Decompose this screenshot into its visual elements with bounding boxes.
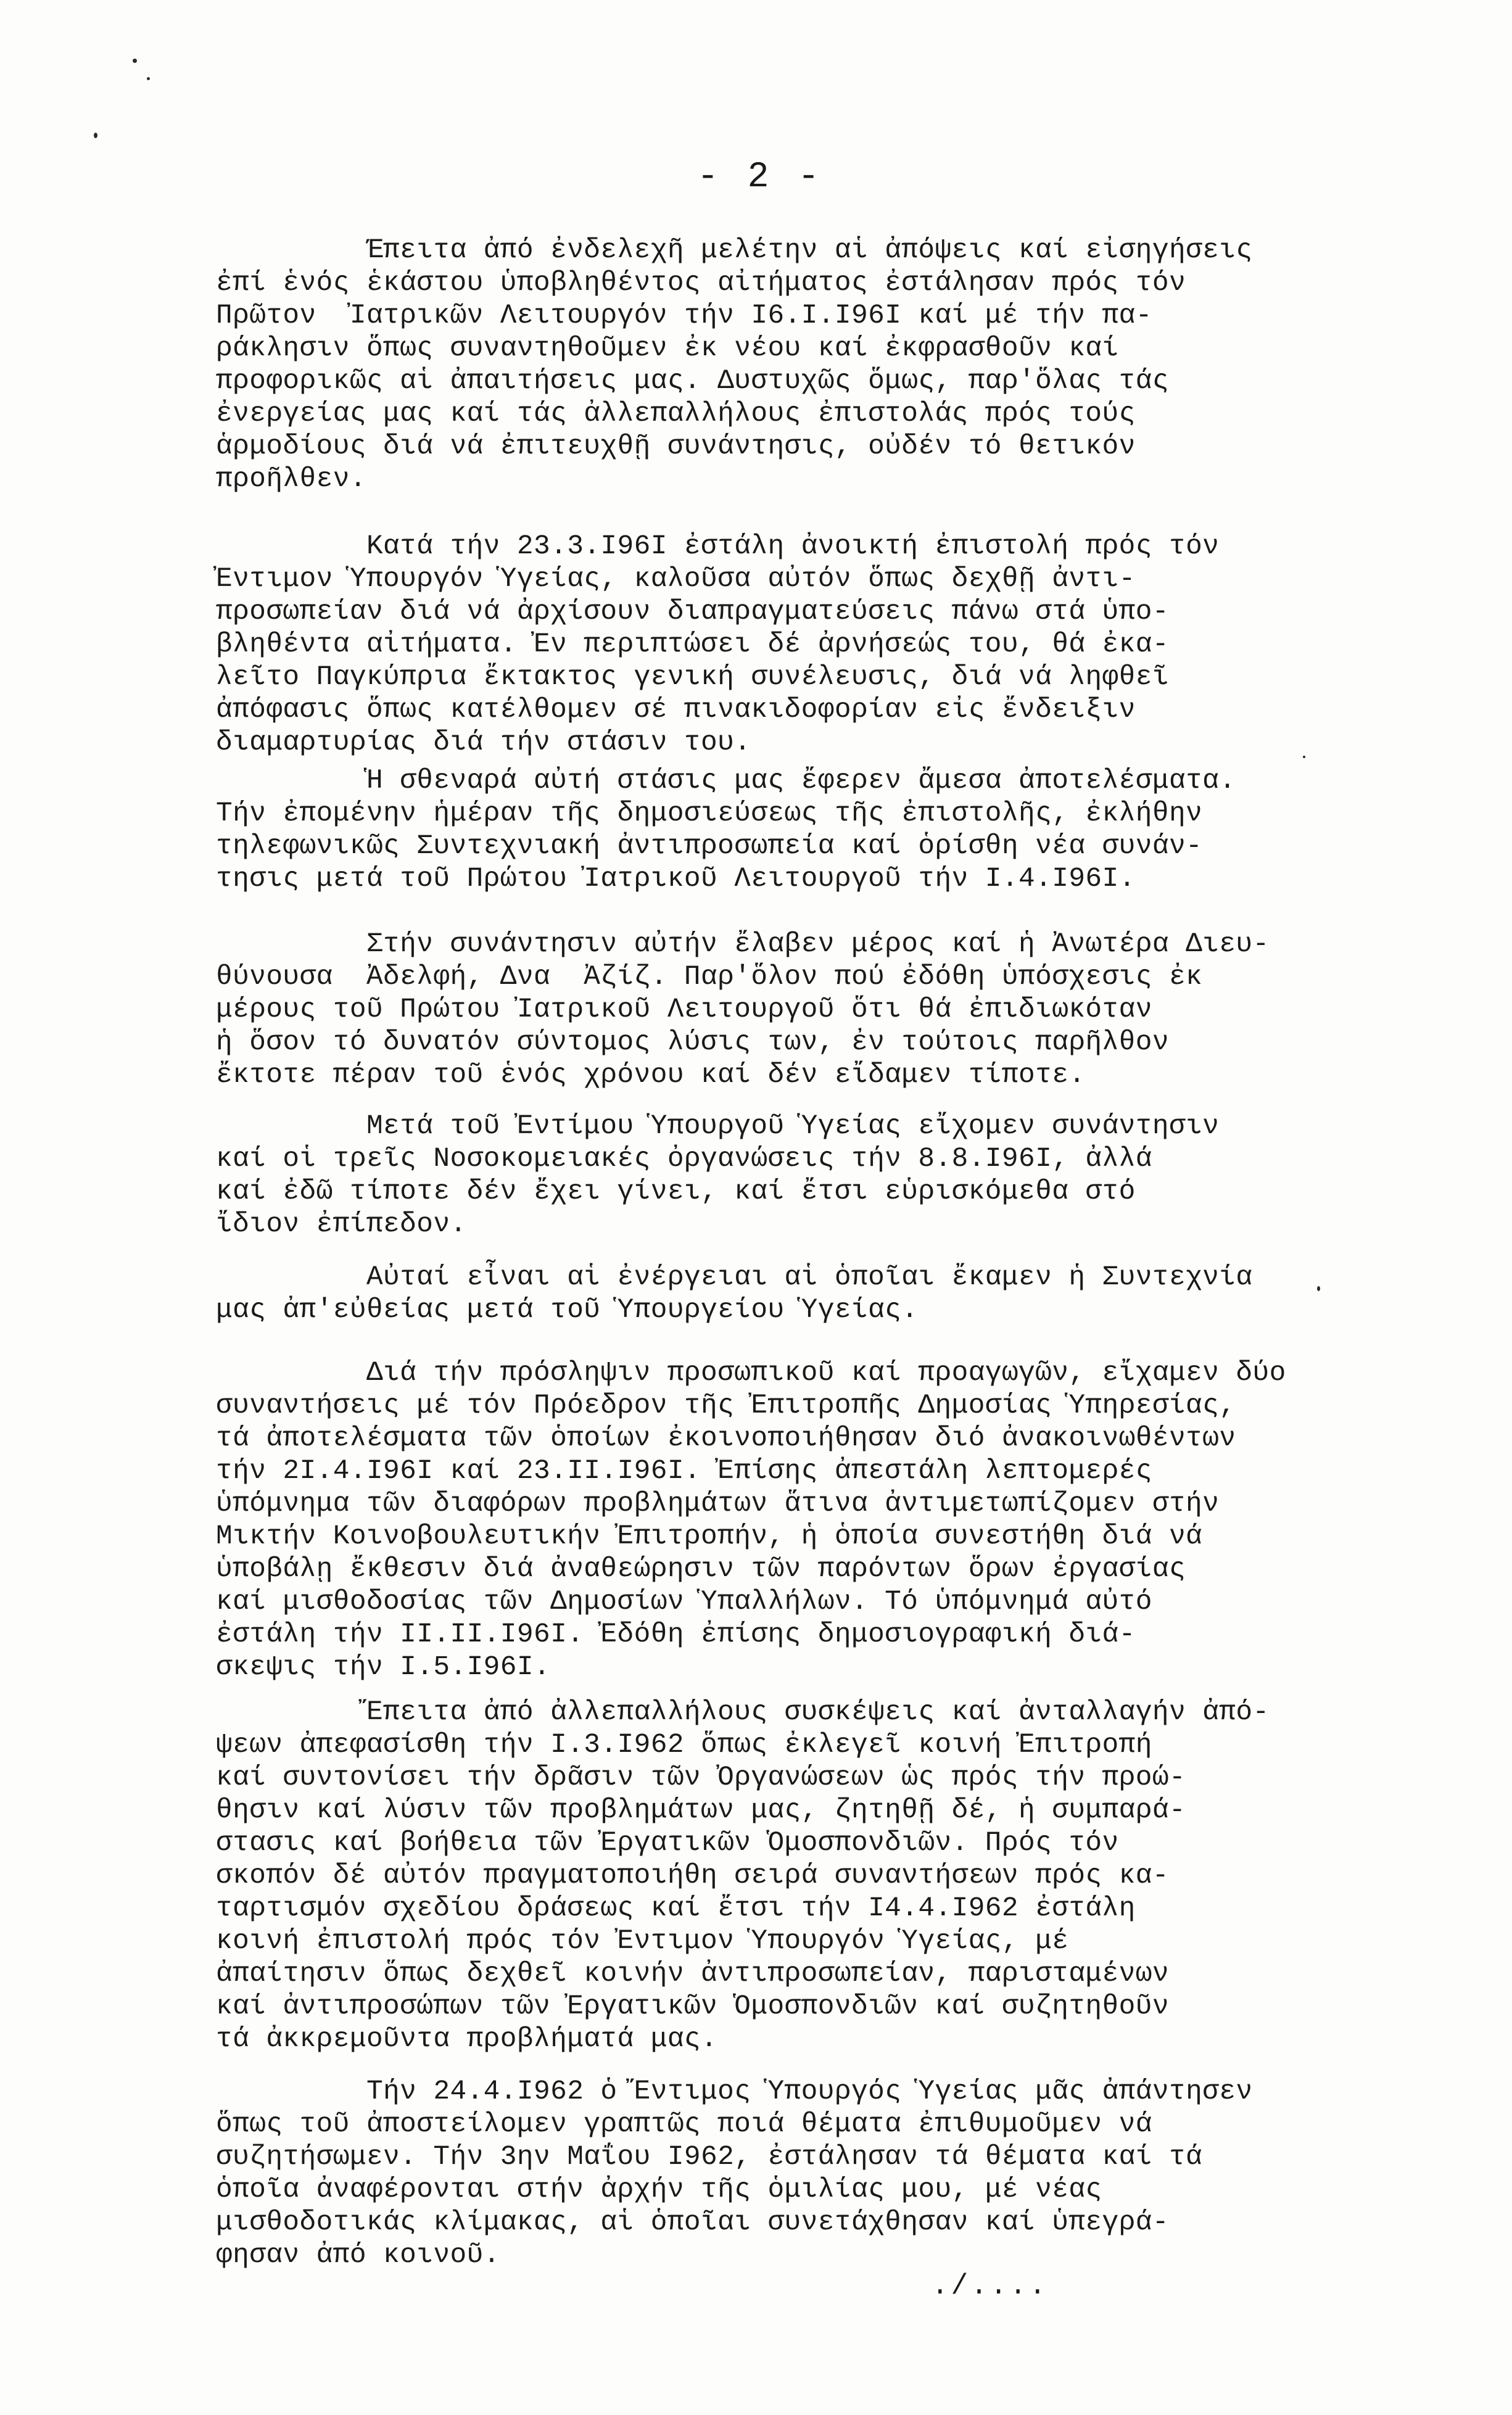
paragraph-5: Μετά τοῦ Ἐντίμου Ὑπουργοῦ Ὑγείας εἴχομεν συνάντησιν καί οἱ τρεῖς Νοσοκομειακές ὀργανώσεις τήν 8.8.I96I, ἀλλά καί ἐδῶ τίποτε δέν ἔχει γίνει, καί ἔτσι εὑρισκόμεθα στό ἴδιον ἐπίπεδον.	[216, 1111, 1220, 1240]
paragraph-1: Έπειτα ἀπό ἐνδελεχῆ μελέτην αἱ ἀπόψεις καί εἰσηγήσεις ἐπί ἑνός ἑκάστου ὑποβληθέντος αἰτήματος ἐστάλησαν πρός τόν Πρῶτον Ἰατρικῶν Λειτουργόν τήν I6.I.I96I καί μέ τήν πα- ράκλησιν ὅπως συναντηθοῦμεν ἐκ νέου καί ἐκφρασθοῦν καί προφορικῶς αἱ ἀπαιτήσεις μας. Δυστυχῶς ὅμως, παρ'ὅλας τάς ἐνεργείας μας καί τάς ἀλλεπαλλήλους ἐπιστολάς πρός τούς ἁρμοδίους διά νά ἐπιτευχθῇ συνάντησις, οὐδέν τό θετικόν προῆλθεν.	[216, 235, 1253, 495]
paragraph-8: Ἔπειτα ἀπό ἀλλεπαλλήλους συσκέψεις καί ἀνταλλαγήν ἀπό- ψεων ἀπεφασίσθη τήν I.3.I962 ὅπως ἐκλεγεῖ κοινή Ἐπιτροπή καί συντονίσει τήν δρᾶσιν τῶν Ὀργανώσεων ὡς πρός τήν προώ- θησιν καί λύσιν τῶν προβλημάτων μας, ζητηθῇ δέ, ἡ συμπαρά- στασις καί βοήθεια τῶν Ἐργατικῶν Ὁμοσπονδιῶν. Πρός τόν σκοπόν δέ αὐτόν πραγματοποιήθη σειρά συναντήσεων πρός κα- ταρτισμόν σχεδίου δράσεως καί ἔτσι τήν I4.4.I962 ἐστάλη κοινή ἐπιστολή πρός τόν Ἐντιμον Ὑπουργόν Ὑγείας, μέ ἀπαίτησιν ὅπως δεχθεῖ κοινήν ἀντιπροσωπείαν, παρισταμένων καί ἀντιπροσώπων τῶν Ἐργατικῶν Ὁμοσπονδιῶν καί συζητηθοῦν τά ἀκκρεμοῦντα προβλήματά μας.	[216, 1697, 1270, 2055]
paragraph-7: Διά τήν πρόσληψιν προσωπικοῦ καί προαγωγῶν, εἴχαμεν δύο συναντήσεις μέ τόν Πρόεδρον τῆς Ἐπιτροπῆς Δημοσίας Ὑπηρεσίας, τά ἀποτελέσματα τῶν ὁποίων ἐκοινοποιήθησαν διό ἀνακοινωθέντων τήν 2I.4.I96I καί 23.II.I96I. Ἐπίσης ἀπεστάλη λεπτομερές ὑπόμνημα τῶν διαφόρων προβλημάτων ἅτινα ἀντιμετωπίζομεν στήν Μικτήν Κοινοβουλευτικήν Ἐπιτροπήν, ἡ ὁποία συνεστήθη διά νά ὑποβάλῃ ἔκθεσιν διά ἀναθεώρησιν τῶν παρόντων ὅρων ἐργασίας καί μισθοδοσίας τῶν Δημοσίων Ὑπαλλήλων. Τό ὑπόμνημά αὐτό ἐστάλη τήν II.II.I96I. Ἐδόθη ἐπίσης δημοσιογραφική διά- σκεψις τήν I.5.I96I.	[216, 1358, 1286, 1683]
paragraph-6: Αὐταί εἶναι αἱ ἐνέργειαι αἱ ὁποῖαι ἔκαμεν ἡ Συντεχνία μας ἀπ'εὐθείας μετά τοῦ Ὑπουργείου Ὑγείας.	[216, 1262, 1253, 1326]
ink-speck	[94, 133, 97, 138]
paragraph-3: Ἡ σθεναρά αὐτή στάσις μας ἔφερεν ἄμεσα ἀποτελέσματα. Τήν ἐπομένην ἡμέραν τῆς δημοσιεύσεως τῆς ἐπιστολῆς, ἐκλήθην τηλεφωνικῶς Συντεχνιακή ἀντιπροσωπεία καί ὁρίσθη νέα συνάν- τησις μετά τοῦ Πρώτου Ἰατρικοῦ Λειτουργοῦ τήν I.4.I96I.	[216, 766, 1236, 894]
ink-speck	[147, 77, 150, 80]
paragraph-9: Τήν 24.4.I962 ὁ Ἔντιμος Ὑπουργός Ὑγείας μᾶς ἀπάντησεν ὅπως τοῦ ἀποστείλομεν γραπτῶς ποιά θέματα ἐπιθυμοῦμεν νά συζητήσωμεν. Τήν 3ην Μαΐου I962, ἐστάλησαν τά θέματα καί τά ὁποῖα ἀναφέρονται στήν ἀρχήν τῆς ὁμιλίας μου, μέ νέας μισθοδοτικάς κλίμακας, αἱ ὁποῖαι συνετάχθησαν καί ὑπεγρά- φησαν ἀπό κοινοῦ.	[216, 2076, 1253, 2271]
paragraph-2: Κατά τήν 23.3.I96I ἐστάλη ἀνοικτή ἐπιστολή πρός τόν Ἐντιμον Ὑπουργόν Ὑγείας, καλοῦσα αὐτόν ὅπως δεχθῇ ἀντι- προσωπείαν διά νά ἀρχίσουν διαπραγματεύσεις πάνω στά ὑπο- βληθέντα αἰτήματα. Ἐν περιπτώσει δέ ἀρνήσεώς του, θά ἐκα- λεῖτο Παγκύπρια ἔκτακτος γενική συνέλευσις, διά νά ληφθεῖ ἀπόφασις ὅπως κατέλθομεν σέ πινακιδοφορίαν εἰς ἔνδειξιν διαμαρτυρίας διά τήν στάσιν του.	[216, 531, 1220, 758]
page-number: - 2 -	[697, 157, 824, 197]
ink-speck	[133, 59, 137, 63]
continuation-mark: ./....	[932, 2270, 1049, 2302]
paragraph-4: Στήν συνάντησιν αὐτήν ἔλαβεν μέρος καί ἡ Ἀνωτέρα Διευ- θύνουσα Ἀδελφή, Δνα Ἀζίζ. Παρ'ὅλον πού ἐδόθη ὑπόσχεσις ἐκ μέρους τοῦ Πρώτου Ἰατρικοῦ Λειτουργοῦ ὅτι θά ἐπιδιωκόταν ἡ ὅσον τό δυνατόν σύντομος λύσις των, ἐν τούτοις παρῆλθον ἔκτοτε πέραν τοῦ ἑνός χρόνου καί δέν εἴδαμεν τίποτε.	[216, 929, 1270, 1091]
